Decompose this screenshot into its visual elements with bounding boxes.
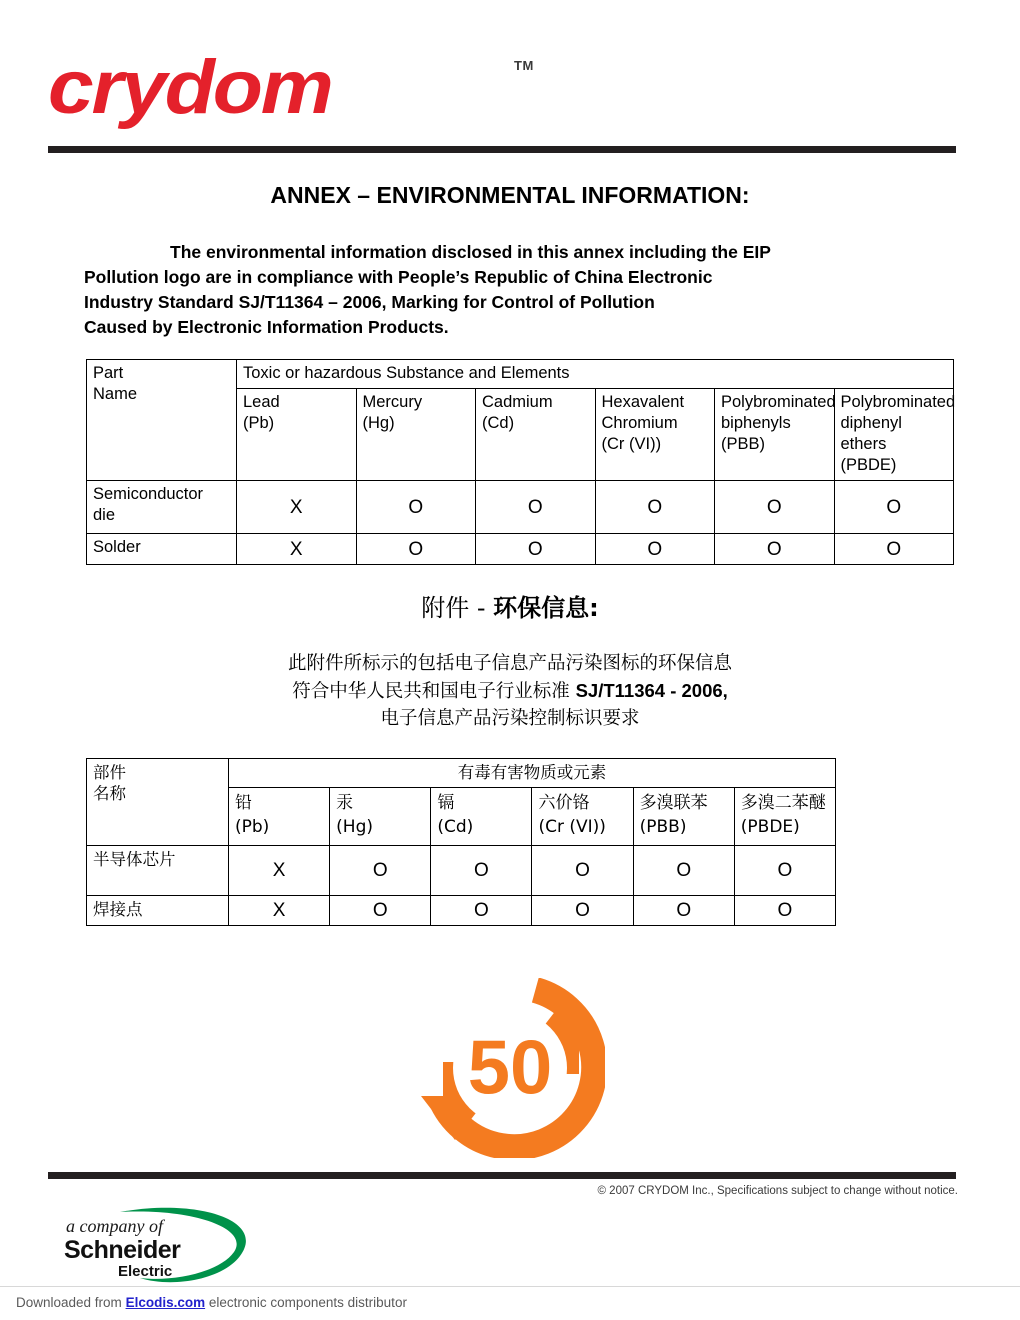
intro-line-1: The environmental information disclosed in this annex including the EIP [170, 242, 771, 262]
eip-pollution-logo [415, 978, 605, 1158]
col-chromium-line-3: (Cr (VI)) [601, 435, 662, 453]
page-title: ANNEX – ENVIRONMENTAL INFORMATION: [270, 182, 750, 208]
cell-value: O [715, 534, 835, 565]
header-col-cadmium [476, 389, 596, 481]
cell-value: O [595, 534, 715, 565]
trademark-symbol: TM [514, 58, 534, 73]
row-label-solder: Solder [87, 534, 237, 565]
eip-years-number: 50 [467, 1025, 553, 1111]
chinese-intro-line-2 [0, 677, 1020, 705]
col-chromium-line-1: Hexavalent [601, 393, 685, 411]
header-group-substances: 有毒有害物质或元素 [229, 759, 836, 788]
part-name-line-1: Part [93, 364, 124, 382]
header-col-mercury [330, 788, 431, 846]
download-bar [0, 1286, 1020, 1320]
cell-value: O [633, 896, 734, 926]
row-label-line-1: Semiconductor [93, 485, 204, 503]
cell-value: X [229, 896, 330, 926]
col-cadmium-line-2: (Cd) [482, 414, 515, 432]
header-col-hexavalent-chromium [532, 788, 633, 846]
col-cadmium-line-1: Cadmium [482, 393, 553, 411]
footer-divider [48, 1172, 956, 1179]
chinese-intro-line-2-text: 符合中华人民共和国电子行业标准 [292, 681, 576, 702]
col-mercury-line-2: (Hg) [336, 817, 373, 837]
table-header-row-1 [87, 360, 954, 389]
cell-value: O [431, 896, 532, 926]
chinese-substance-table [86, 758, 836, 926]
col-lead-line-2: (Pb) [243, 414, 275, 432]
intro-line-3: Industry Standard SJ/T11364 – 2006, Marking for Control of Pollution [84, 292, 655, 312]
chinese-intro-paragraph [0, 650, 1020, 732]
cell-value: O [633, 846, 734, 896]
chinese-title-prefix: 附件 - [421, 594, 494, 622]
col-pbb-line-1: 多溴联苯 [639, 793, 708, 813]
col-chromium-line-2: (Cr (VI)) [538, 817, 606, 837]
part-name-line-2: Name [93, 385, 138, 403]
col-pbde-line-1: Polybrominated [840, 393, 956, 411]
header-group-substances: Toxic or hazardous Substance and Elements [237, 360, 954, 389]
col-chromium-line-2: Chromium [601, 414, 678, 432]
cell-value: O [734, 846, 835, 896]
col-pbb-line-2: (PBB) [639, 817, 687, 837]
col-mercury-line-2: (Hg) [362, 414, 395, 432]
col-pbb-line-1: Polybrominated [721, 393, 836, 411]
header-col-mercury [356, 389, 476, 481]
cell-value: X [237, 534, 357, 565]
part-name-line-2: 名称 [93, 784, 126, 803]
download-attribution [16, 1295, 407, 1310]
header-part-name [87, 360, 237, 481]
download-prefix: Downloaded from [16, 1295, 126, 1310]
cell-value: O [715, 481, 835, 534]
cell-value: O [834, 534, 954, 565]
cell-value: O [356, 481, 476, 534]
cell-value: O [834, 481, 954, 534]
download-suffix: electronic components distributor [205, 1295, 407, 1310]
table-row [87, 534, 954, 565]
col-pbde-line-2: (PBDE) [740, 817, 800, 837]
row-label-solder: 焊接点 [87, 896, 229, 926]
header-col-lead [237, 389, 357, 481]
cell-value: O [330, 896, 431, 926]
col-pbb-line-3: (PBB) [721, 435, 766, 453]
table-row [87, 896, 836, 926]
schneider-tagline: a company of [66, 1216, 163, 1236]
table-row [87, 846, 836, 896]
col-lead-line-1: 铅 [235, 793, 252, 813]
table-row [87, 481, 954, 534]
header-col-pbb [633, 788, 734, 846]
chinese-intro-line-1: 此附件所标示的包括电子信息产品污染图标的环保信息 [287, 653, 732, 674]
intro-line-2: Pollution logo are in compliance with People’s Republic of China Electronic [84, 267, 713, 287]
row-label-semiconductor-die: 半导体芯片 [87, 846, 229, 896]
col-lead-line-2: (Pb) [235, 817, 270, 837]
schneider-subname: Electric [118, 1263, 173, 1280]
col-lead-line-1: Lead [243, 393, 280, 411]
crydom-logo [48, 45, 548, 130]
chinese-section-title [0, 588, 1020, 623]
cell-value: O [476, 481, 596, 534]
row-label-semiconductor-die [87, 481, 237, 534]
col-pbde-line-3: (PBDE) [840, 456, 897, 474]
cell-value: O [734, 896, 835, 926]
header-col-pbb [715, 389, 835, 481]
intro-line-4: Caused by Electronic Information Products. [84, 317, 449, 337]
cell-value: O [431, 846, 532, 896]
chinese-title-bold: 环保信息: [493, 594, 599, 622]
schneider-name: Schneider [64, 1236, 181, 1264]
row-label-line-2: die [93, 506, 116, 524]
chinese-intro-line-3: 电子信息产品污染控制标识要求 [380, 708, 640, 729]
cell-value: O [595, 481, 715, 534]
elcodis-link[interactable]: Elcodis.com [125, 1295, 206, 1310]
header-divider [48, 146, 956, 153]
english-intro-paragraph [84, 240, 904, 340]
cell-value: X [237, 481, 357, 534]
header-col-cadmium [431, 788, 532, 846]
copyright-notice: © 2007 CRYDOM Inc., Specifications subject to change without notice. [597, 1185, 958, 1197]
cell-value: O [532, 846, 633, 896]
col-chromium-line-1: 六价铬 [538, 793, 590, 813]
col-mercury-line-1: 汞 [336, 793, 354, 813]
cell-value: O [356, 534, 476, 565]
english-substance-table [86, 359, 954, 565]
col-mercury-line-1: Mercury [362, 393, 423, 411]
header-col-pbde [734, 788, 835, 846]
part-name-line-1: 部件 [93, 763, 126, 782]
table-header-row-1 [87, 759, 836, 788]
cell-value: O [476, 534, 596, 565]
col-pbde-line-1: 多溴二苯醚 [740, 793, 826, 813]
col-pbde-line-2: diphenyl ethers [840, 414, 902, 453]
crydom-wordmark: crydom [48, 45, 332, 130]
col-cadmium-line-1: 镉 [437, 793, 455, 813]
standard-number: SJ/T11364 - 2006, [575, 680, 728, 701]
header-col-hexavalent-chromium [595, 389, 715, 481]
cell-value: O [330, 846, 431, 896]
cell-value: O [532, 896, 633, 926]
col-cadmium-line-2: (Cd) [437, 817, 474, 837]
cell-value: X [229, 846, 330, 896]
recycle-50-icon [415, 978, 605, 1158]
col-pbb-line-2: biphenyls [721, 414, 791, 432]
header-col-lead [229, 788, 330, 846]
schneider-electric-logo [62, 1206, 272, 1286]
header-col-pbde [834, 389, 954, 481]
header-part-name [87, 759, 229, 846]
